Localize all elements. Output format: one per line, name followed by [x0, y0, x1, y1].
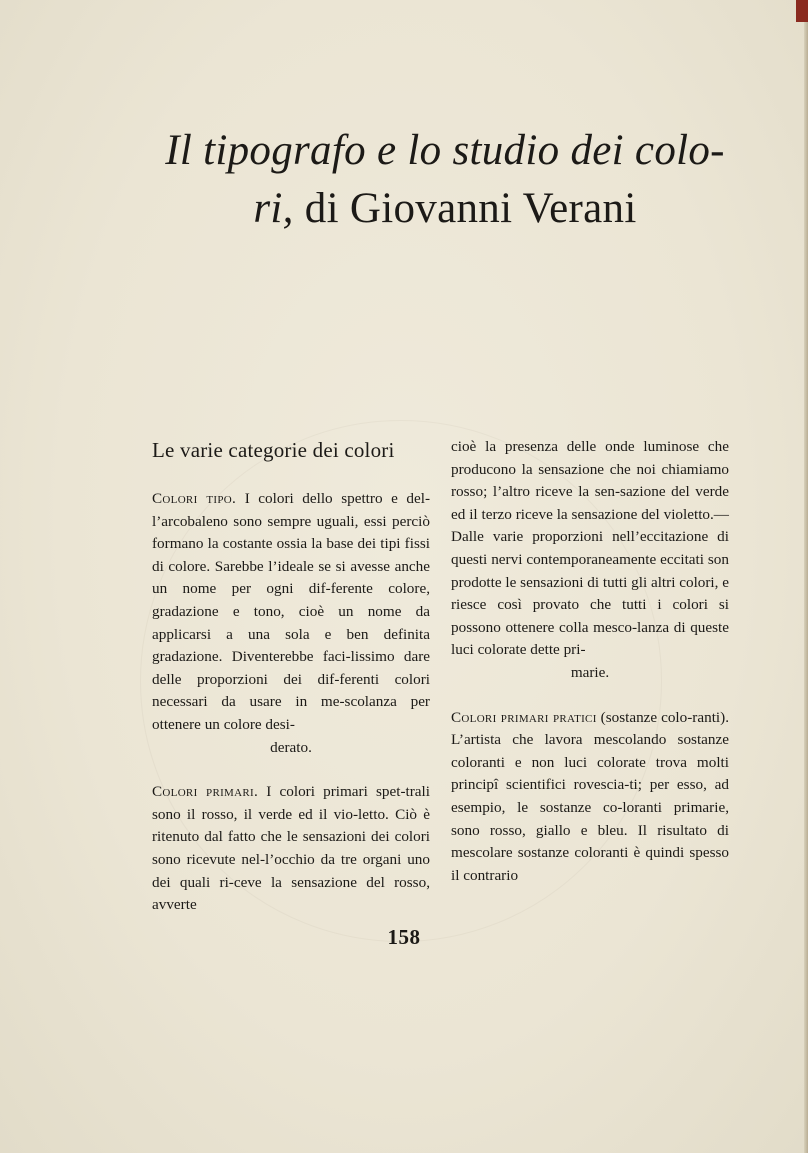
paragraph-colori-tipo	[152, 488, 430, 759]
paragraph-lead: Colori primari pratici	[451, 708, 597, 726]
page-edge	[804, 0, 808, 1153]
paragraph-continuation	[451, 436, 729, 685]
corner-mark	[796, 0, 808, 22]
left-column	[152, 436, 430, 939]
article-title	[140, 122, 750, 238]
paragraph-colori-primari-pratici	[451, 707, 729, 888]
paragraph-text: I colori dello spettro e del-l’arcobaleno sono sempre uguali, essi perciò formano la costante ossia la base dei tipi fissi di colore. Sarebbe l’ideale se si avesse anche un nome per ogni dif-ferente colore, gradazione e tono, cioè un nome da applicarsi a una sola e ben definita gradazione. Diventerebbe faci-lissimo dare delle proporzioni dei dif-ferenti colori necessari da usare in me-scolanza per ottenere un colore desi-	[152, 490, 431, 733]
paragraph-end: derato.	[270, 738, 312, 756]
title-italic: Il tipografo e lo studio dei colo- ri,	[165, 127, 725, 232]
paragraph-colori-primari	[152, 781, 430, 917]
paragraph-text: (sostanze colo-ranti). L’artista che lavora mescolando sostanze coloranti e non luci colorate trova molti principî scientifici rovescia-ti; per esso, ad esempio, le sostanze co-loranti primarie, sono rosso, giallo e bleu. Il risultato di mescolare sostanze coloranti è quindi spesso il contrario	[451, 708, 729, 884]
paragraph-lead: Colori tipo.	[152, 490, 237, 507]
page-number: 158	[387, 925, 421, 949]
title-author: di Giovanni Verani	[304, 185, 637, 232]
section-heading: Le varie categorie dei colori	[152, 438, 395, 462]
right-column	[451, 436, 729, 909]
paragraph-text: cioè la presenza delle onde luminose che producono la sensazione che noi chiamiamo rosso; l’altro riceve la sen-sazione del verde ed il terzo riceve la sensazione del violetto.— Dalle varie proporzioni nell’eccitazione di questi nervi contemporaneamente eccitati son prodotte le sensazioni di tutti gli altri colori, e riesce così provato che tutti i colori si possono ottenere colla mesco-lanza di queste luci colorate dette pri-	[451, 438, 729, 659]
paragraph-text: I colori primari spet-trali sono il rosso, il verde ed il vio-letto. Ciò è ritenuto dal fatto che le sensazioni dei colori sono ricevute nel-l’occhio da tre organi uno dei quali ri-ceve la sensazione del rosso, avverte	[152, 783, 430, 914]
paragraph-lead: Colori primari.	[152, 783, 259, 801]
paragraph-end: marie.	[570, 663, 610, 681]
